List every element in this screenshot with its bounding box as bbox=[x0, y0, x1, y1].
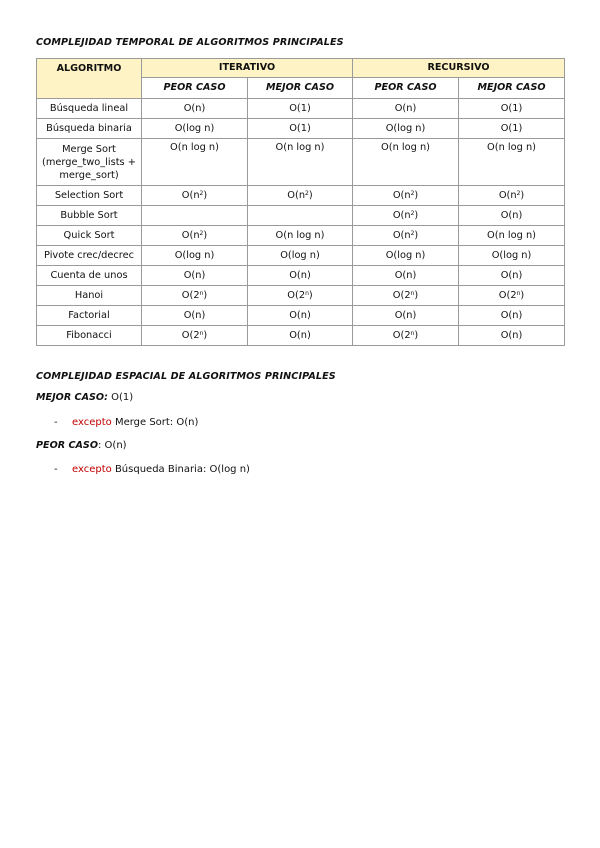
algorithm-name-cell: Bubble Sort bbox=[37, 206, 142, 226]
complexity-cell: O(n) bbox=[248, 266, 353, 286]
complexity-cell: O(log n) bbox=[353, 119, 459, 139]
complexity-cell: O(n) bbox=[459, 306, 565, 326]
complexity-cell: $O(n^2)$ bbox=[142, 186, 248, 206]
complexity-cell: O(n) bbox=[353, 266, 459, 286]
algorithm-name-cell: Pivote crec/decrec bbox=[37, 246, 142, 266]
table-row bbox=[37, 119, 565, 139]
complexity-cell: O(n log n) bbox=[248, 226, 353, 246]
complexity-cell: O(2$^n$) bbox=[142, 286, 248, 306]
mejor-caso-value: O(1) bbox=[107, 392, 134, 403]
algorithm-name-cell: Selection Sort bbox=[37, 186, 142, 206]
complexity-cell: O(2$^n$) bbox=[353, 286, 459, 306]
peor-caso-line bbox=[36, 440, 127, 451]
mejor-caso-label: MEJOR CASO: bbox=[36, 392, 108, 403]
peor-caso-bullet bbox=[54, 464, 250, 475]
complexity-cell: O(1) bbox=[248, 119, 353, 139]
complexity-cell: O(n) bbox=[142, 99, 248, 119]
complexity-cell: O(2$^n$) bbox=[142, 326, 248, 346]
table-row bbox=[37, 186, 565, 206]
table-row bbox=[37, 266, 565, 286]
table-row bbox=[37, 226, 565, 246]
bullet-dash: - bbox=[54, 417, 58, 428]
complexity-cell: $O(n^2)$ bbox=[459, 186, 565, 206]
peor-caso-label: PEOR CASO bbox=[36, 440, 98, 451]
subheader-rec-mejor: MEJOR CASO bbox=[459, 78, 565, 99]
complexity-cell: O(n log n) bbox=[353, 139, 459, 186]
header-iterativo: ITERATIVO bbox=[142, 59, 353, 78]
table-row bbox=[37, 286, 565, 306]
algorithm-name-cell: Factorial bbox=[37, 306, 142, 326]
complexity-cell: O(n) bbox=[459, 206, 565, 226]
algorithm-name-cell bbox=[37, 139, 142, 186]
complexity-cell: O(log n) bbox=[248, 246, 353, 266]
excepto-label: excepto bbox=[72, 417, 112, 428]
complexity-cell: O(1) bbox=[248, 99, 353, 119]
subheader-iter-peor: PEOR CASO bbox=[142, 78, 248, 99]
excepto-label: excepto bbox=[72, 464, 112, 475]
complexity-cell bbox=[142, 206, 248, 226]
complexity-cell: O(n) bbox=[248, 306, 353, 326]
complexity-cell: $O(n^2)$ bbox=[353, 226, 459, 246]
complexity-cell: O(log n) bbox=[353, 246, 459, 266]
mejor-caso-exception: Merge Sort: O(n) bbox=[111, 417, 199, 428]
peor-caso-value: : O(n) bbox=[98, 440, 127, 451]
algorithm-name-cell: Fibonacci bbox=[37, 326, 142, 346]
complexity-cell: O(1) bbox=[459, 119, 565, 139]
mejor-caso-bullet bbox=[54, 417, 198, 428]
complexity-cell: O(n log n) bbox=[142, 139, 248, 186]
complexity-cell: O(1) bbox=[459, 99, 565, 119]
header-recursivo: RECURSIVO bbox=[353, 59, 565, 78]
algorithm-name-cell: Búsqueda lineal bbox=[37, 99, 142, 119]
complexity-table bbox=[36, 58, 565, 346]
subheader-rec-peor: PEOR CASO bbox=[353, 78, 459, 99]
complexity-cell bbox=[248, 206, 353, 226]
complexity-cell: O(n) bbox=[353, 306, 459, 326]
subheader-iter-mejor: MEJOR CASO bbox=[248, 78, 353, 99]
complexity-cell: O(2$^n$) bbox=[459, 286, 565, 306]
complexity-cell: $O(n^2)$ bbox=[353, 186, 459, 206]
complexity-cell: O(n) bbox=[142, 306, 248, 326]
algorithm-name-line: merge_sort) bbox=[59, 169, 119, 181]
header-algoritmo: ALGORITMO bbox=[37, 59, 142, 99]
algorithm-name-cell: Cuenta de unos bbox=[37, 266, 142, 286]
complexity-cell: O(2$^n$) bbox=[248, 286, 353, 306]
complexity-cell: O(n log n) bbox=[248, 139, 353, 186]
complexity-cell: O(n) bbox=[353, 99, 459, 119]
complexity-cell: O(2$^n$) bbox=[353, 326, 459, 346]
table-body bbox=[37, 99, 565, 346]
complexity-cell: O(n) bbox=[459, 326, 565, 346]
complexity-cell: $O(n^2)$ bbox=[248, 186, 353, 206]
bullet-dash: - bbox=[54, 464, 58, 475]
table-row bbox=[37, 139, 565, 186]
complexity-cell: O(n) bbox=[142, 266, 248, 286]
complexity-cell: O(n log n) bbox=[459, 226, 565, 246]
complexity-cell: O(log n) bbox=[459, 246, 565, 266]
algorithm-name-cell: Hanoi bbox=[37, 286, 142, 306]
complexity-cell: O(n log n) bbox=[459, 139, 565, 186]
table-row bbox=[37, 326, 565, 346]
complexity-cell: O(n) bbox=[459, 266, 565, 286]
table-row bbox=[37, 246, 565, 266]
algorithm-name-line: Merge Sort bbox=[62, 143, 116, 155]
temporal-heading: COMPLEJIDAD TEMPORAL DE ALGORITMOS PRINCIPALES bbox=[36, 37, 344, 48]
table-row bbox=[37, 206, 565, 226]
complexity-cell: $O(n^2)$ bbox=[353, 206, 459, 226]
algorithm-name-cell: Búsqueda binaria bbox=[37, 119, 142, 139]
peor-caso-exception: Búsqueda Binaria: O(log n) bbox=[111, 464, 250, 475]
complexity-cell: O(log n) bbox=[142, 119, 248, 139]
algorithm-name-cell: Quick Sort bbox=[37, 226, 142, 246]
espacial-heading: COMPLEJIDAD ESPACIAL DE ALGORITMOS PRINCIPALES bbox=[36, 371, 336, 382]
mejor-caso-line bbox=[36, 392, 133, 403]
complexity-cell: O(log n) bbox=[142, 246, 248, 266]
table-row bbox=[37, 99, 565, 119]
complexity-cell: $O(n^2)$ bbox=[142, 226, 248, 246]
table-row bbox=[37, 306, 565, 326]
algorithm-name-line: (merge_two_lists + bbox=[42, 156, 136, 168]
complexity-cell: O(n) bbox=[248, 326, 353, 346]
